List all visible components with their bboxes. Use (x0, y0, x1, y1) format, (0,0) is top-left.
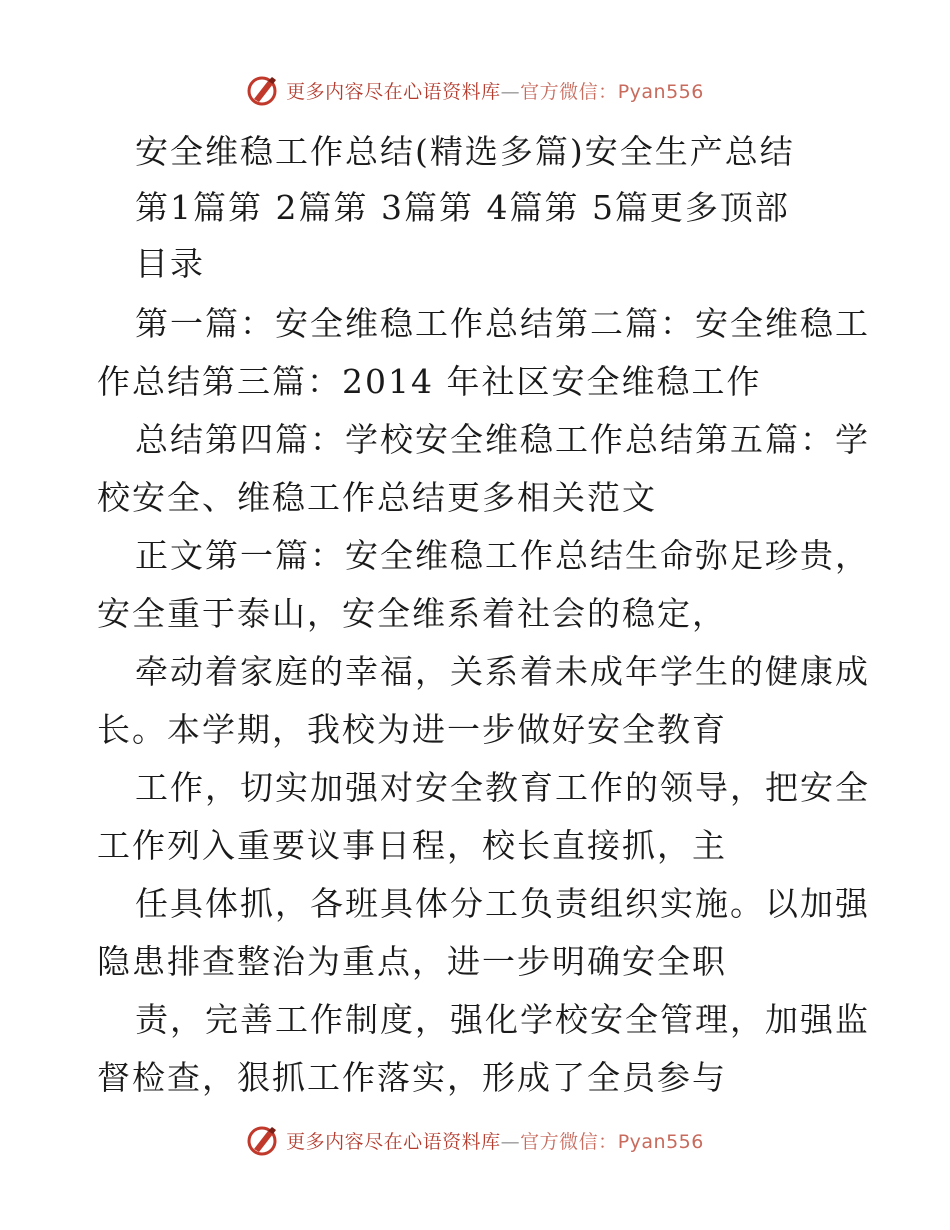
body-line: 正文第一篇：安全维稳工作总结生命弥足珍贵， (135, 536, 870, 575)
watermark-footer (0, 1120, 950, 1160)
body-line: 牵动着家庭的幸福，关系着未成年学生的健康成 (135, 652, 870, 691)
toc-line: 作总结第三篇：2014 年社区安全维稳工作 (97, 362, 762, 401)
section-nav-line: 第1篇第 2篇第 3篇第 4篇第 5篇更多顶部 (135, 188, 790, 227)
watermark-wechat-id: Pyan556 (617, 80, 704, 103)
toc-heading: 目录 (135, 244, 205, 283)
watermark-wechat-label: 官方微信： (520, 80, 618, 103)
body-line: 隐患排查整治为重点，进一步明确安全职 (97, 942, 727, 981)
toc-line: 校安全、维稳工作总结更多相关范文 (97, 478, 657, 517)
toc-line: 总结第四篇：学校安全维稳工作总结第五篇：学 (135, 420, 870, 459)
watermark-site-text: 更多内容尽在心语资料库 (286, 1130, 501, 1153)
watermark-wechat-label: 官方微信： (520, 1130, 618, 1153)
body-line: 督检查，狠抓工作落实，形成了全员参与 (97, 1058, 727, 1097)
watermark-separator: — (500, 80, 521, 103)
watermark-site-text: 更多内容尽在心语资料库 (286, 80, 501, 103)
pen-logo-icon (246, 73, 280, 107)
watermark-wechat-id: Pyan556 (617, 1130, 704, 1153)
body-line: 安全重于泰山，安全维系着社会的稳定， (97, 594, 727, 633)
body-line: 任具体抓，各班具体分工负责组织实施。以加强 (135, 884, 870, 923)
body-line: 责，完善工作制度，强化学校安全管理，加强监 (135, 1000, 870, 1039)
body-line: 工作列入重要议事日程，校长直接抓，主 (97, 826, 727, 865)
pen-logo-icon (246, 1123, 280, 1157)
document-title: 安全维稳工作总结(精选多篇)安全生产总结 (135, 132, 795, 171)
watermark-text (286, 1127, 704, 1154)
body-line: 工作，切实加强对安全教育工作的领导，把安全 (135, 768, 870, 807)
watermark-header (0, 70, 950, 110)
watermark-separator: — (500, 1130, 521, 1153)
body-line: 长。本学期，我校为进一步做好安全教育 (97, 710, 727, 749)
watermark-text (286, 77, 704, 104)
toc-line: 第一篇：安全维稳工作总结第二篇：安全维稳工 (135, 304, 870, 343)
